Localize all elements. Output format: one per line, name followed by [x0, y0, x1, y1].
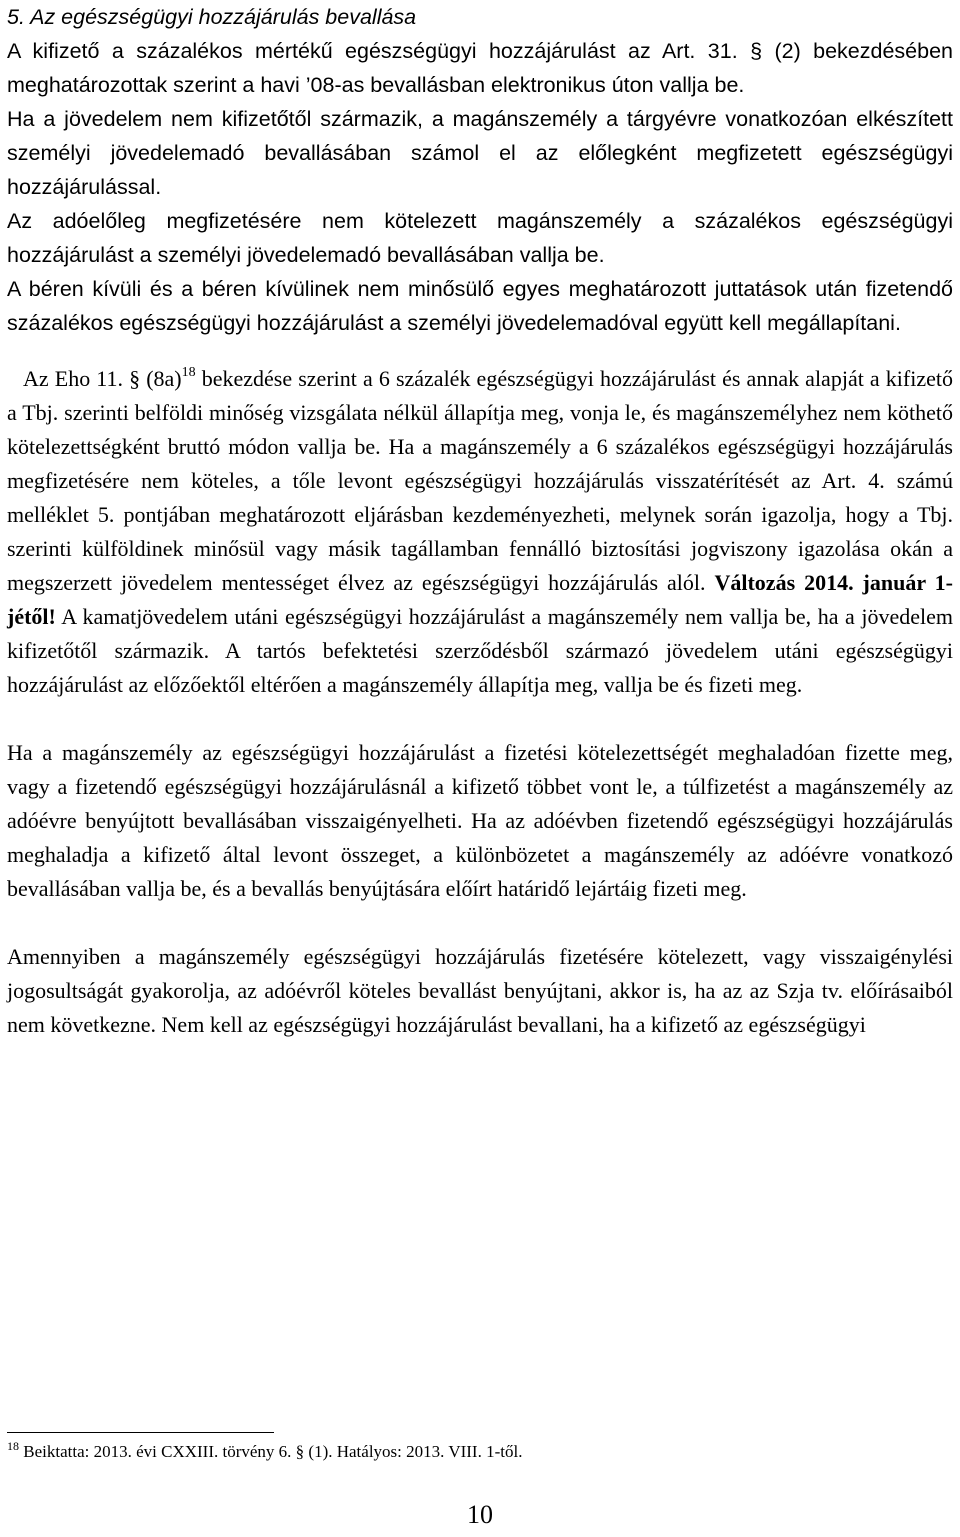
- paragraph-5-part3: A kamatjövedelem utáni egészségügyi hozzájárulást a magánszemély nem vallja be, ha a jövedelem kifizetőtől származik. A tartós befektetési szerződésből származó jövedelem utáni egészségügyi hozzájárulást az előzőektől eltérően a magánszemély állapítja meg, vallja be és fizeti meg.: [7, 604, 953, 697]
- paragraph-3: Az adóelőleg megfizetésére nem kötelezett magánszemély a százalékos egészségügyi hozzájárulást a személyi jövedelemadó bevallásában vallja be.: [7, 209, 953, 267]
- paragraph-1: A kifizető a százalékos mértékű egészségügyi hozzájárulást az Art. 31. § (2) bekezdésében meghatározottak szerint a havi ’08-as bevallásban elektronikus úton vallja be.: [7, 39, 953, 97]
- footnote-reference: 18: [181, 365, 196, 380]
- paragraph-5-part2: bekezdése szerint a 6 százalék egészségügyi hozzájárulást és annak alapját a kifizető a Tbj. szerinti belföldi minőség vizsgálata nélkül állapítja meg, vonja le, és magánszemélyhez nem köthető kötelezettségként bruttó módon vallja be. Ha a magánszemély a 6 százalékos egészségügyi hozzájárulás megfizetésére nem köteles, a tőle levont egészségügyi hozzájárulás visszatérítését az Art. 4. számú melléklet 5. pontjában meghatározott eljárásban kezdeményezheti, melynek során igazolja, hogy a Tbj. szerinti külföldinek minősül vagy másik tagállamban fennálló biztosítási jogviszony igazolása okán a megszerzett jövedelem mentességet élvez az egészségügyi hozzájárulás alól.: [7, 366, 953, 595]
- page-number: 10: [467, 1500, 493, 1529]
- footnote-text: Beiktatta: 2013. évi CXXIII. törvény 6. § (1). Hatályos: 2013. VIII. 1-től.: [19, 1442, 523, 1461]
- footnote-separator: [7, 1432, 274, 1433]
- paragraph-5-part1: Az Eho 11. § (8a): [23, 366, 182, 391]
- section-heading: 5. Az egészségügyi hozzájárulás bevallása: [7, 5, 417, 29]
- paragraph-2: Ha a jövedelem nem kifizetőtől származik, a magánszemély a tárgyévre vonatkozóan elkészített személyi jövedelemadó bevallásában számol el az előlegként megfizetett egészségügyi hozzájárulással.: [7, 107, 953, 199]
- footnote-number: 18: [7, 1439, 19, 1453]
- document-page: [7, 0, 953, 1042]
- paragraph-7: Amennyiben a magánszemély egészségügyi hozzájárulás fizetésére kötelezett, vagy visszaigénylési jogosultságát gyakorolja, az adóévről köteles bevallást benyújtani, akkor is, ha az az Szja tv. előírásaiból nem következne. Nem kell az egészségügyi hozzájárulást bevallani, ha a kifizető az egészségügyi: [7, 944, 953, 1037]
- footnote: [7, 1440, 522, 1464]
- paragraph-6: Ha a magánszemély az egészségügyi hozzájárulást a fizetési kötelezettségét meghaladóan fizette meg, vagy a fizetendő egészségügyi hozzájárulásnál a kifizető többet vont le, a túlfizetést a magánszemély az adóévre benyújtott bevallásában visszaigényelheti. Ha az adóévben fizetendő egészségügyi hozzájárulás meghaladja a kifizető által levont összeget, a különbözetet a magánszemély az adóévre vonatkozó bevallásában vallja be, és a bevallás benyújtására előírt határidő lejártáig fizeti meg.: [7, 740, 953, 901]
- paragraph-4: A béren kívüli és a béren kívülinek nem minősülő egyes meghatározott juttatások után fizetendő százalékos egészségügyi hozzájárulást a személyi jövedelemadóval együtt kell megállapítani.: [7, 277, 953, 335]
- paragraph-5: [7, 362, 953, 702]
- change-notice: Változás 2014. január 1-jétől!: [7, 570, 953, 629]
